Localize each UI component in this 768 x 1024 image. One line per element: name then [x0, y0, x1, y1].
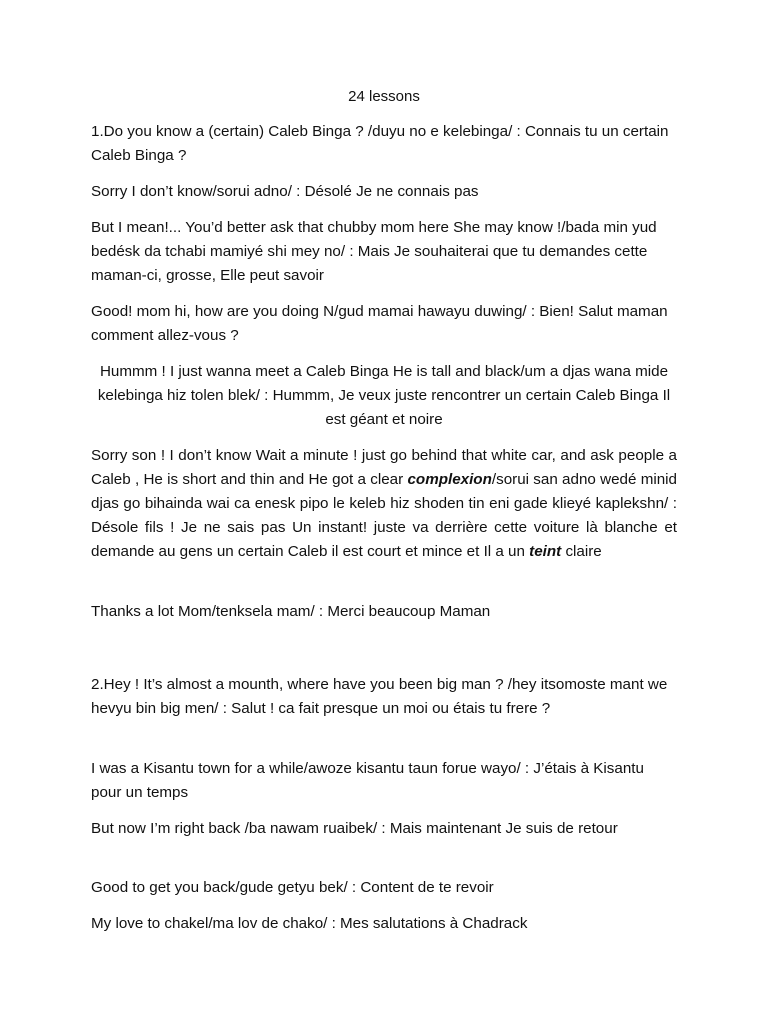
sorry-son-text-part2: /sorui san adno wedé minid djas go bihainda wai ca enesk pipo le keleb hiz shoden tin eni gade klieyé kaplekshn/ : Désole fils ! Je ne sais pas Un instant! juste va derrière cette voiture là blanche et demande au gens un certain Caleb il est court et mince et Il a un: [91, 471, 678, 560]
lesson1-reply-sorry: Sorry I don’t know/sorui adno/ : Désolé Je ne connais pas: [91, 183, 479, 200]
lesson2-right-back: But now I’m right back /ba nawam ruaibek/ : Mais maintenant Je suis de retour: [91, 820, 618, 837]
sorry-son-text-part3: claire: [561, 543, 602, 560]
lesson1-thanks: Thanks a lot Mom/tenksela mam/ : Merci beaucoup Maman: [91, 603, 491, 620]
teint-term: teint: [529, 543, 562, 560]
lesson2-kisantu-reply: I was a Kisantu town for a while/awoze kisantu taun forue wayo/ : J’étais à Kisantu pour un temps: [91, 760, 644, 801]
lesson1-greeting-mom: Good! mom hi, how are you doing N/gud mamai hawayu duwing/ : Bien! Salut maman comment allez-vous ?: [91, 303, 668, 344]
sorry-son-text-part1: Sorry son ! I don’t know Wait a minute ! just go behind that white car, and ask people a Caleb , He is short and thin and He got a clear: [91, 447, 677, 488]
lesson1-sorry-son-paragraph: [91, 444, 677, 564]
lesson1-hummm-paragraph: Hummm ! I just wanna meet a Caleb Binga He is tall and black/um a djas wana mide kelebinga hiz tolen blek/ : Hummm, Je veux juste rencontrer un certain Caleb Binga Il est géant et noire: [97, 363, 671, 428]
page-title: 24 lessons: [348, 88, 420, 105]
lesson1-reply-but-i-mean: But I mean!... You’d better ask that chubby mom here She may know !/bada min yud bedésk da tchabi mamiyé shi mey no/ : Mais Je souhaiterai que tu demandes cette maman-ci, grosse, Elle peut savoir: [91, 219, 657, 284]
lesson1-question: 1.Do you know a (certain) Caleb Binga ? /duyu no e kelebinga/ : Connais tu un certain Caleb Binga ?: [91, 123, 669, 164]
lesson2-my-love: My love to chakel/ma lov de chako/ : Mes salutations à Chadrack: [91, 915, 528, 932]
lesson2-question: 2.Hey ! It’s almost a mounth, where have you been big man ? /hey itsomoste mant we hevyu bin big men/ : Salut ! ca fait presque un moi ou étais tu frere ?: [91, 676, 668, 717]
lesson2-good-to-get-you-back: Good to get you back/gude getyu bek/ : Content de te revoir: [91, 879, 494, 896]
complexion-term: complexion: [407, 471, 492, 488]
